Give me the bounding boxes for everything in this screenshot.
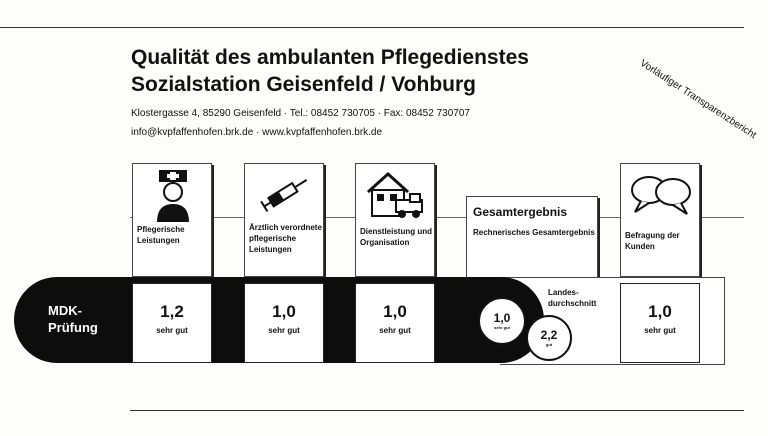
landes-label: Landes- durchschnitt (548, 288, 597, 308)
category-card-befragung (620, 163, 700, 277)
landes-score-circle (526, 315, 572, 361)
title-line-2: Sozialstation Geisenfeld / Vohburg (131, 73, 476, 96)
category-card-pflege (132, 163, 212, 277)
address-block (131, 104, 470, 142)
mdk-label: MDK- Prüfung (48, 303, 98, 335)
category-label: Dienstleistung und Organisation (360, 227, 432, 247)
bottom-rule (130, 410, 744, 411)
gesamt-heading: Gesamtergebnis (473, 205, 568, 219)
score-value: 1,0 (272, 302, 296, 321)
score-box-aerztlich (244, 283, 324, 363)
category-label: Pflegerische Leistungen (137, 225, 185, 245)
score-grade: sehr gut (156, 326, 188, 335)
category-card-dienstleistung (355, 163, 435, 277)
page-title (131, 44, 529, 98)
score-box-pflege (132, 283, 212, 363)
landes-score: 2,2 (540, 328, 558, 342)
score-grade: sehr gut (268, 326, 300, 335)
category-label: Ärztlich verordnete pflegerische Leistungen (249, 223, 322, 254)
preliminary-stamp: Vorläufiger Transparenzbericht (637, 57, 759, 142)
score-grade: sehr gut (379, 326, 411, 335)
score-value: 1,0 (383, 302, 407, 321)
score-box-dienstleistung (355, 283, 435, 363)
category-card-aerztlich (244, 163, 324, 277)
gesamt-card (466, 196, 598, 278)
score-box-befragung (620, 283, 700, 363)
gesamt-score: 1,0 (493, 311, 511, 325)
top-rule (0, 27, 744, 28)
category-label: Befragung der Kunden (625, 231, 680, 251)
gesamt-grade: sehr gut (494, 325, 510, 330)
score-value: 1,2 (160, 302, 184, 321)
syringe-icon (259, 174, 313, 214)
title-line-1: Qualität des ambulanten Pflegedienstes (131, 46, 529, 69)
house-car-icon (366, 170, 426, 220)
score-grade: sehr gut (644, 326, 676, 335)
score-value: 1,0 (648, 302, 672, 321)
landes-grade: gut (545, 342, 553, 347)
speech-bubbles-icon (629, 174, 693, 216)
address-line: Klostergasse 4, 85290 Geisenfeld · Tel.: 08452 730705 · Fax: 08452 730707 (131, 108, 470, 119)
gesamt-score-circle (478, 297, 526, 345)
gesamt-sublabel: Rechnerisches Gesamtergebnis (473, 228, 595, 237)
web-line: info@kvpfaffenhofen.brk.de · www.kvpfaffenhofen.brk.de (131, 127, 383, 138)
nurse-icon (155, 170, 191, 222)
